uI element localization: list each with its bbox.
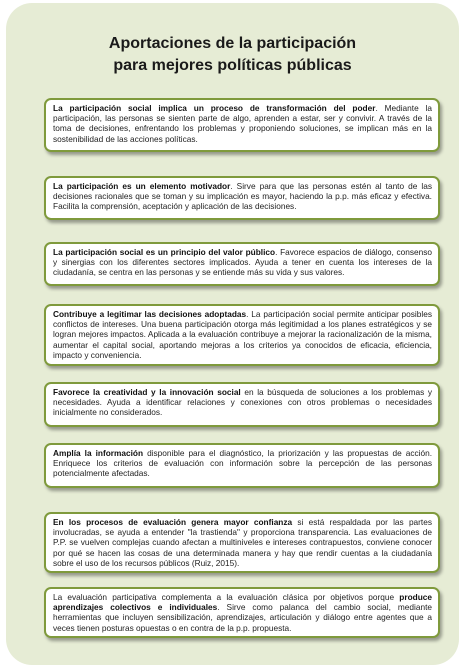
title-line-1: Aportaciones de la participación [108, 35, 357, 52]
card-valor-publico [44, 242, 440, 286]
card-text: . Sirve para que las personas estén al tanto de las decisiones racionales que se toman y su implicación es mayor, haciendo la p.p. más eficaz y efectiva. Facilita la comprensión, aceptación y aplicación de las decisiones. [53, 181, 432, 212]
card-elemento-motivador [44, 176, 440, 220]
card-text: . Favorece espacios de diálogo, consenso y sinergias con los diferentes sectores implicados. Ayuda a tener en cuenta los intereses de la ciudadanía, se centra en las personas y se entiende más su vida y sus valores. [53, 247, 432, 278]
card-text: . Mediante la participación, las personas se sienten parte de algo, aprenden a estar, ser y convivir. A través de la toma de decisiones, enfrentando los problemas y proponiendo soluciones, se implican más en la sostenibilidad de las acciones políticas. [53, 103, 432, 144]
card-heading: Favorece la creatividad y la innovación social [53, 387, 241, 397]
card-text: si está respaldada por las partes involucradas, se ayuda a entender "la trastienda" y proporciona transparencia. Las evaluaciones de P.P. se vuelven complejas cuando afectan a multiniveles e intereses contrapuestos, conviene conocer por qué se hacen las cosas de una determinada manera y hay que rendir cuentas a la ciudadanía sobre el uso de los recursos públicos (Ruiz, 2015). [53, 517, 432, 568]
background-panel [6, 3, 459, 665]
card-heading: En los procesos de evaluación genera mayor confianza [53, 517, 293, 527]
card-heading: Contribuye a legitimar las decisiones adoptadas [53, 309, 247, 319]
page-title [6, 33, 459, 77]
card-mayor-confianza [44, 512, 440, 573]
card-heading: La participación es un elemento motivador [53, 181, 231, 191]
card-heading: La participación social implica un proceso de transformación del poder [53, 103, 376, 113]
card-amplia-informacion [44, 443, 440, 488]
card-aprendizajes-colectivos [44, 587, 440, 638]
card-transformacion-poder [44, 98, 440, 152]
card-heading: Amplía la información [53, 448, 144, 458]
card-text: . La participación social permite anticipar posibles conflictos de intereses. Una buena participación otorga más legitimidad a los planes estratégicos y se logran mejores impactos. Aplicada a la evaluación contribuye a mejorar la racionalización de la misma, aumentar el capital social, aportando mejoras a los criterios ya conocidos de eficacia, eficiencia, impacto y conveniencia. [53, 309, 432, 360]
card-legitimar-decisiones [44, 304, 440, 366]
card-text-intro: La evaluación participativa complementa a la evaluación clásica por objetivos porque [53, 592, 400, 602]
card-heading: La participación social es un principio del valor público [53, 247, 276, 257]
card-creatividad-innovacion [44, 382, 440, 427]
card-text: en la búsqueda de soluciones a los problemas y necesidades. Ayuda a identificar relaciones y conexiones con otros problemas o necesidades inicialmente no considerados. [53, 387, 432, 418]
card-heading: produce aprendizajes colectivos e individuales [53, 592, 432, 613]
title-line-2: para mejores políticas públicas [113, 57, 352, 74]
card-text: disponible para el diagnóstico, la priorización y las propuestas de acción. Enriquece los criterios de evaluación con información sobre la percepción de las personas potencialmente afectadas. [53, 448, 433, 479]
card-text: . Sirve como palanca del cambio social, mediante herramientas que incluyen sensibilización, aprendizajes, articulación y diálogo entre agentes que a veces tienen posturas opuestas o en contra de la p.p. propuesta. [53, 602, 432, 633]
